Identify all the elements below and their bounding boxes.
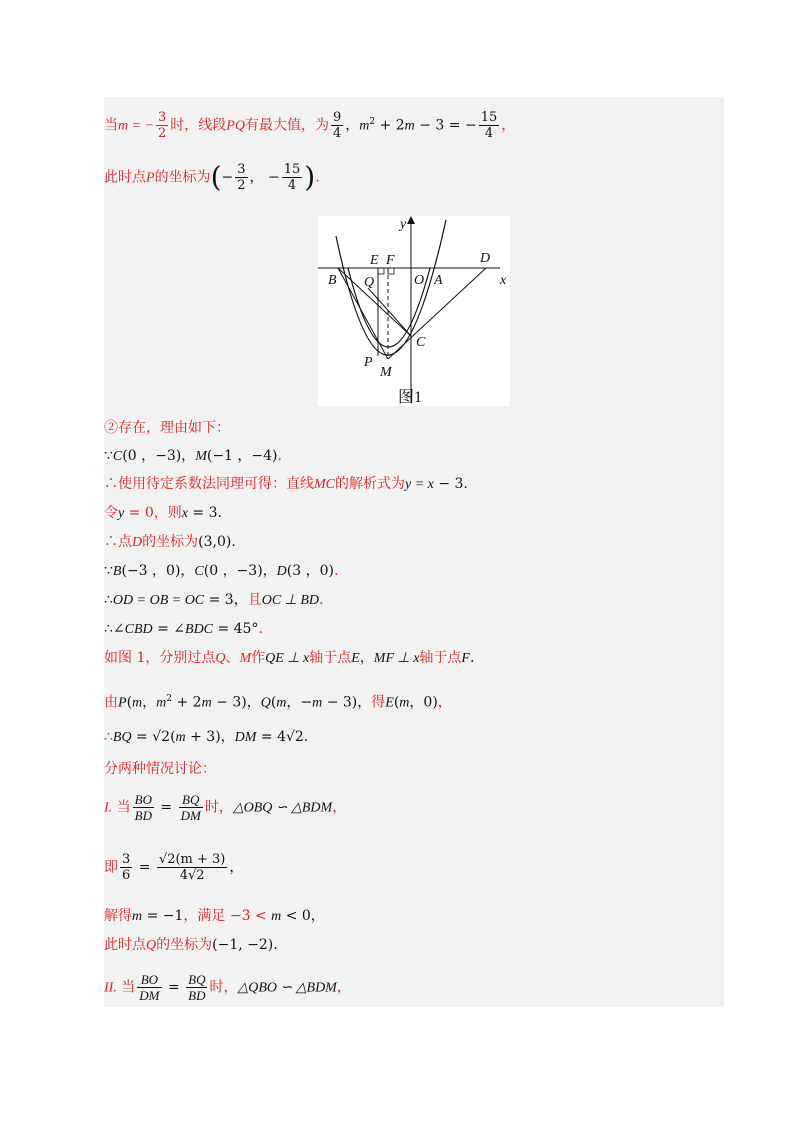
line-two-cases: 分两种情况讨论： [104,761,216,777]
fraction [186,972,207,1003]
math: m [359,118,370,134]
math: D [132,535,143,550]
denominator: 4 [484,126,494,141]
math: √2( [152,729,176,745]
line-bc [338,268,411,336]
case-label: II. [104,980,117,996]
fraction [179,792,203,823]
math: BDC [185,622,214,637]
math: OD = OB = OC [112,593,205,608]
label-e: E [370,253,379,268]
math: F [461,651,470,666]
denominator: BD [188,988,206,1003]
text: ， [332,799,347,816]
denominator: DM [180,808,201,823]
text: 的解析式为 [335,476,405,492]
text: ∴ [104,729,113,745]
exponent: 2 [166,694,173,704]
math: √2 [285,729,304,745]
text: 当 [121,979,136,996]
numerator: 3 [122,852,131,867]
label-q: Q [364,275,375,290]
text: ， [336,979,351,996]
math: = 3 [187,505,218,521]
denominator: 6 [122,868,131,883]
math: OC ⊥ BD [261,593,320,608]
fraction [479,110,500,141]
math: + 2 [172,694,202,711]
text: ， [437,694,452,711]
math: Q [215,651,226,666]
math: = 3， [204,592,248,608]
text: . [315,169,320,186]
denominator: 2 [158,126,167,141]
denominator: 4√2 [179,868,205,883]
math: E [385,695,394,711]
text: ， [310,908,325,924]
numerator: BQ [179,792,203,808]
math: (0 ，−3)， [122,448,196,464]
denominator: 4 [332,126,342,141]
text: 轴于点 [419,650,462,666]
text: . [303,729,309,745]
text: 时， [204,799,233,816]
math: Q [146,938,157,953]
line-bq-dm [104,727,724,748]
label-y: y [400,217,407,232]
line-max-pq [104,110,724,141]
math: E [351,651,360,666]
text: 由 [104,694,118,711]
line-case-2 [104,972,724,1003]
label-p: P [364,355,373,370]
numerator: √2(m + 3) [158,852,226,867]
text: 的坐标为 [142,534,199,550]
fraction [137,972,161,1003]
math: BQ [112,730,132,745]
math: ，0) [409,694,438,711]
label-a: A [434,273,443,288]
right-angle-f [388,268,394,274]
numerator: 3 [158,110,167,125]
math: = [134,859,155,876]
math: = 4 [256,729,286,745]
math: B [112,564,122,579]
math: △QBO ∽ △BDM [237,980,337,996]
text: 即 [104,859,118,876]
text: ∵ [104,448,113,464]
text: ∵ [104,563,113,579]
line-qc [368,288,411,336]
line-bcd-points [104,561,724,582]
math: C [194,564,204,579]
denominator: BD [134,808,152,823]
text: . [334,563,339,579]
parabola-outer [336,220,446,355]
math: = [131,729,153,745]
math: P [146,170,155,186]
text: ， [229,859,244,876]
numerator: 9 [332,110,342,125]
numerator: 15 [283,162,301,177]
text: ∴点 [104,534,132,550]
label-f: F [386,253,395,268]
math: m [399,695,410,711]
text: ，满足 −3 < [183,908,272,924]
line-angles [104,619,724,640]
math: + 3)， [185,729,235,745]
math: x [181,506,188,521]
fraction [156,110,168,141]
math: (−1 ，−4) [206,448,278,464]
math: D [276,564,287,579]
math: (3,0) [198,534,232,550]
math: CBD [124,622,153,637]
paren: ( [210,160,222,194]
case-label: I. [104,800,113,816]
text: 得 [371,694,386,711]
math: m [201,695,212,711]
math: (−1, −2) [212,937,274,953]
fraction [235,162,247,193]
text: 、 [225,650,240,666]
math: (3 ，0) [286,563,334,579]
fraction [133,792,154,823]
math: − 3 = − [414,117,477,134]
line-pqe [104,689,724,714]
text: . [277,448,282,464]
math: m [156,695,167,711]
text: . [217,505,222,521]
math: C [112,449,123,464]
math: − 3)， [322,694,372,711]
line-point-q [104,935,724,956]
math: m [276,695,287,711]
text: 有最大值，为 [244,117,329,134]
figure-1 [318,216,510,406]
figure-svg [318,216,510,406]
numerator: 15 [480,110,498,125]
text: 时， [209,979,238,996]
math: m [132,695,143,711]
math: y = x [405,477,434,492]
text: ∴使用待定系数法同理可得：直线 [104,476,314,492]
math: ，− [286,694,313,711]
label-x: x [500,273,507,288]
label-o: O [414,273,425,288]
denominator: 2 [237,178,246,193]
figure-caption: 图1 [398,389,423,406]
text: ， [359,650,374,666]
math: ( [126,694,133,711]
math: △OBQ ∽ △BDM [232,800,333,816]
text: 时，线段 [170,117,227,134]
math: m [175,730,186,745]
paren: ) [304,160,316,194]
math: (0 ，−3)， [203,563,277,579]
line-case-1 [104,792,724,823]
label-m: M [380,365,392,380]
math: + 2 [375,117,405,134]
math: m [271,909,282,924]
text: 如图 1，分别过点 [104,650,216,666]
line-set-y [104,503,724,524]
text: 解得 [104,908,132,924]
math: y [118,506,125,521]
text: ， [345,117,360,134]
math: − [221,169,234,186]
label-c: C [416,335,426,350]
text: . [231,534,236,550]
numerator: 3 [237,162,246,177]
text: 作 [251,650,266,666]
label-d: D [480,251,491,266]
exponent: 2 [369,116,376,127]
math: ， [142,694,157,711]
text: . [469,650,475,666]
math: = ∠ [152,621,186,637]
math: = 45° [213,621,259,637]
denominator: DM [139,988,160,1003]
math: QE ⊥ x [265,651,310,666]
denominator: 4 [287,178,297,193]
text: 轴于点 [309,650,352,666]
math: MF ⊥ x [373,651,420,666]
line-od-ob-oc [104,590,724,611]
numerator: BQ [188,972,206,987]
text: 且 [247,592,262,608]
right-angle-e [378,268,384,274]
fraction [157,852,227,883]
text: 令 [104,505,118,521]
text: 当 [104,117,118,134]
line-solution [104,906,724,927]
numerator: BO [137,972,161,988]
line-mc-equation [104,474,724,495]
label-b: B [328,273,337,288]
text: 当 [116,799,131,816]
text: ∴ [104,592,113,608]
text: . [319,592,324,608]
math: m [312,695,323,711]
math: DM [234,730,257,745]
math: = [163,979,185,996]
math: P [118,695,127,711]
fraction [120,852,132,883]
math: − 3)， [211,694,261,711]
line-point-p [104,162,724,193]
text: 的坐标为 [156,937,213,953]
math: Q [260,695,271,711]
fraction [331,110,343,141]
math: m [404,118,415,134]
math: = [155,799,177,816]
text: 的坐标为 [154,169,211,186]
math: ( [393,694,400,711]
math: m [132,909,143,924]
text: . [258,621,263,637]
line-equation [104,852,724,883]
line-exists: ②存在，理由如下： [104,420,230,436]
math: = −1 [142,908,184,924]
math: M [239,651,252,666]
text: = 0，则 [124,505,182,521]
text: ∴∠ [104,621,125,637]
text: 此时点 [104,169,146,186]
text: ， [501,117,516,134]
math: PQ [226,118,245,134]
line-point-d [104,532,724,553]
math: < 0 [281,908,311,924]
numerator: BO [134,792,152,807]
math: ( [270,694,277,711]
text: . [273,937,278,953]
line-bm [338,268,388,359]
math: m = − [118,118,155,134]
math: − 3 [433,476,464,492]
math: MC [314,477,335,492]
math: ， − [249,169,280,186]
line-cm-points [104,446,724,467]
text: . [463,476,468,492]
math: (−3 ，0)， [121,563,195,579]
text: 此时点 [104,937,146,953]
math: M [195,449,207,464]
fraction [282,162,303,193]
line-construction [104,648,724,669]
